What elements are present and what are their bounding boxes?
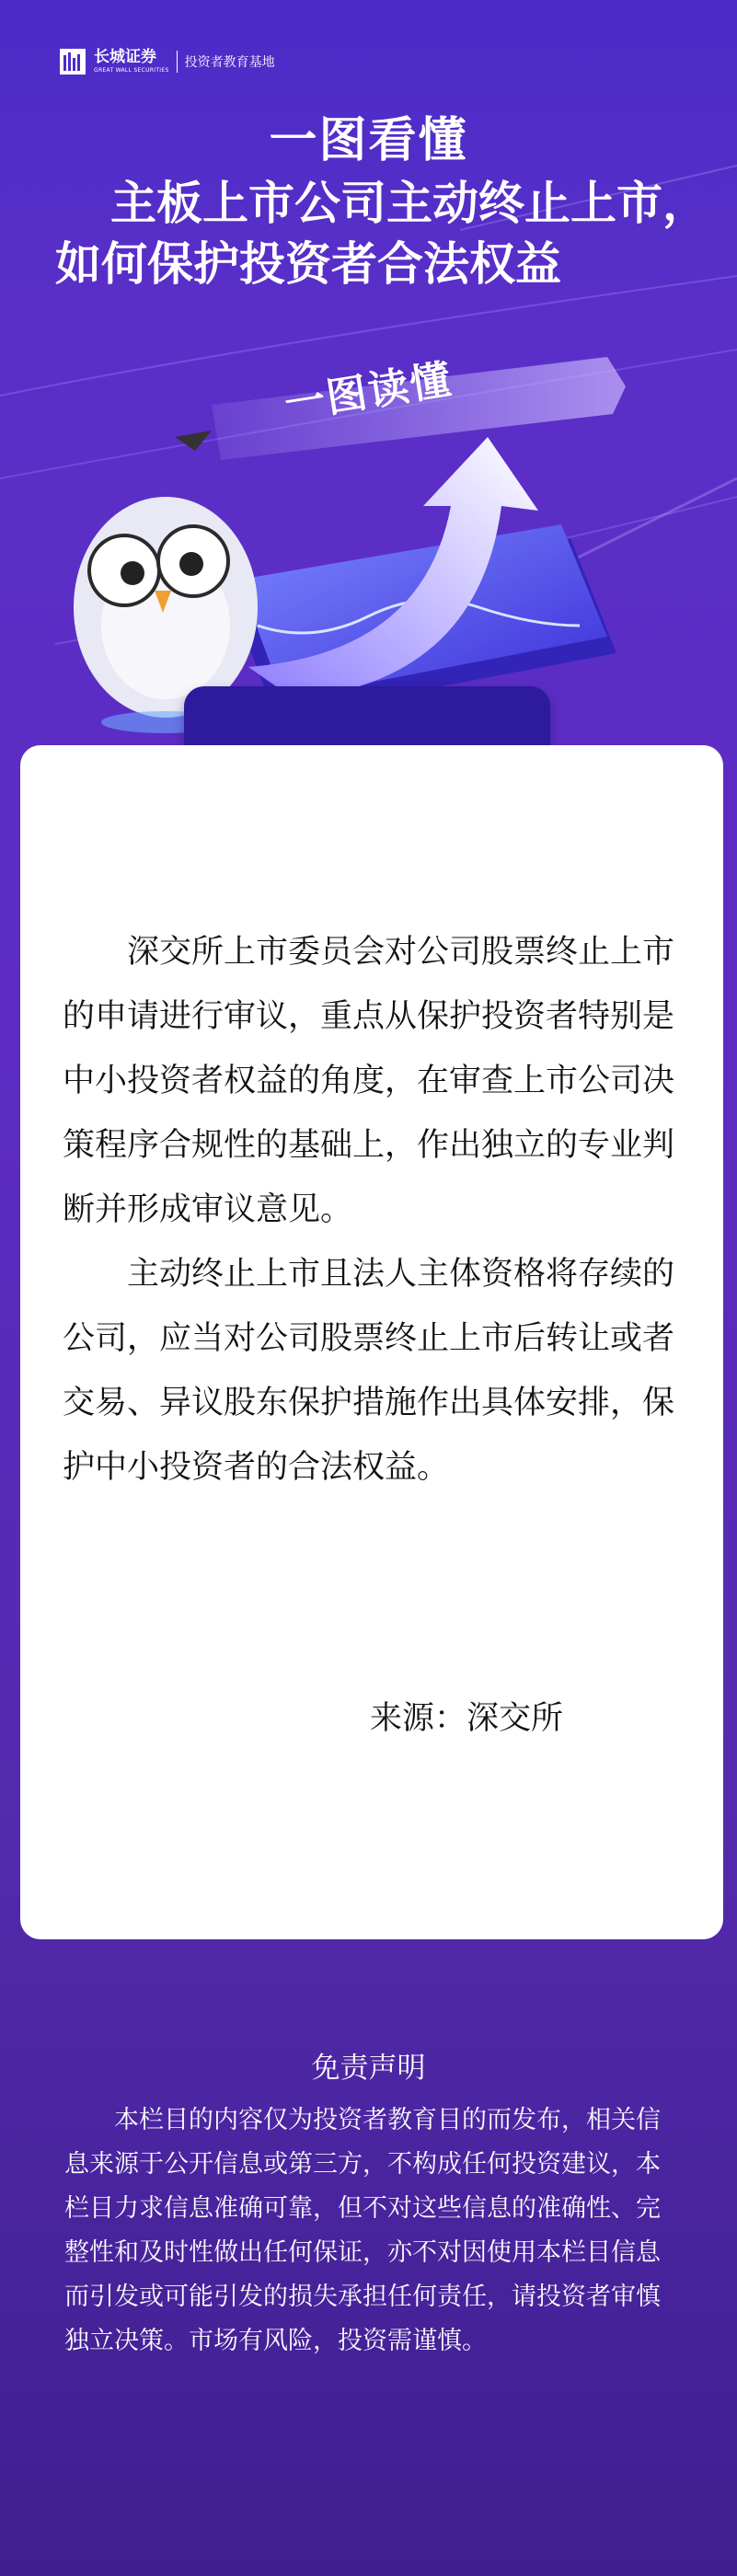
paragraph-1: 深交所上市委员会对公司股票终止上市的申请进行审议，重点从保护投资者特别是中小投资者权益的角度，在审查上市公司决策程序合规性的基础上，作出独立的专业判断并形成审议意见。 bbox=[63, 934, 675, 1228]
brand-subtitle: 投资者教育基地 bbox=[184, 55, 275, 70]
disclaimer-body: 本栏目的内容仅为投资者教育目的而发布，相关信息来源于公开信息或第三方，不构成任何投资建议，本栏目力求信息准确可靠，但不对这些信息的准确性、完整性和及时性做出任何保证，亦不对因使用本栏目信息而引发或可能引发的损失承担任何责任，请投资者审慎独立决策。市场有风险，投资需谨慎。 bbox=[64, 2106, 661, 2355]
brand-logo bbox=[59, 48, 275, 75]
brand-name: 长城证券 bbox=[94, 48, 156, 66]
paragraph-2: 主动终止上市且法人主体资格将存续的公司，应当对公司股票终止上市后转让或者交易、异议股东保护措施作出具体安排，保护中小投资者的合法权益。 bbox=[63, 1256, 675, 1486]
disclaimer-title: 免责声明 bbox=[311, 2052, 426, 2085]
banner-label: 一图读懂 bbox=[281, 355, 456, 430]
logo-divider bbox=[177, 51, 178, 73]
source-label: 来源：深交所 bbox=[370, 1700, 564, 1737]
page-title: 主板上市公司主动终止上市，如何保护投资者合法权益 bbox=[55, 177, 708, 291]
card-body bbox=[63, 920, 681, 1500]
brand-name-en: GREAT WALL SECURITIES bbox=[94, 67, 169, 74]
page-title-line1: 一图看懂 bbox=[269, 113, 468, 168]
great-wall-logo-icon bbox=[59, 48, 86, 75]
content-card bbox=[20, 745, 723, 1939]
